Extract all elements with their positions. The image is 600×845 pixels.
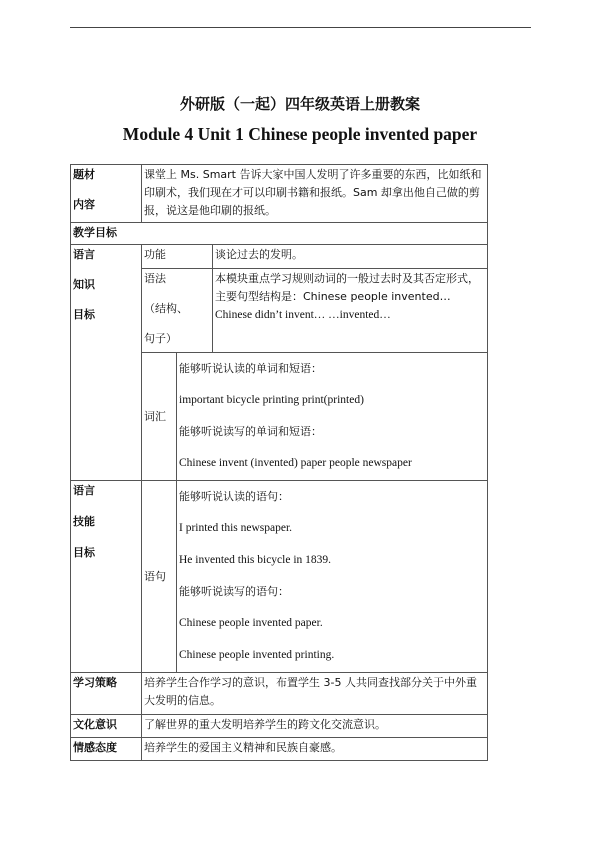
header-rule	[70, 27, 531, 28]
objectives-header: 教学目标	[71, 223, 488, 245]
skills-label-1: 语言	[73, 484, 95, 497]
sentence-line: 能够听说读写的语句：	[179, 585, 289, 598]
skills-label-2: 技能	[73, 515, 95, 528]
content-label-2: 内容	[73, 198, 95, 211]
grammar-label-1: 语法	[144, 272, 166, 285]
content-label-cell	[71, 165, 142, 223]
emotion-row	[71, 738, 488, 761]
grammar-label-2: （结构、	[144, 302, 188, 315]
culture-text: 了解世界的重大发明培养学生的跨文化交流意识。	[142, 715, 488, 738]
knowledge-label-1: 语言	[73, 248, 95, 261]
vocab-line: 能够听说认读的单词和短语：	[179, 362, 322, 375]
vocab-label: 词汇	[142, 353, 177, 481]
vocab-lines-cell	[177, 353, 488, 481]
skills-row	[71, 481, 488, 673]
objectives-header-row	[71, 223, 488, 245]
grammar-text-cell	[213, 269, 488, 353]
grammar-text-2: Chinese didn’t invent… …invented…	[215, 309, 391, 321]
content-text: 课堂上 Ms. Smart 告诉大家中国人发明了许多重要的东西，比如纸和印刷术，我们现在才可以印刷书籍和报纸。Sam 却拿出他自己做的剪报，说这是他印刷的报纸。	[142, 165, 488, 223]
sentence-line: I printed this newspaper.	[179, 522, 293, 534]
sentence-line: Chinese people invented paper.	[179, 617, 323, 629]
culture-label: 文化意识	[71, 715, 142, 738]
strategy-text: 培养学生合作学习的意识，布置学生 3-5 人共同查找部分关于中外重大发明的信息。	[142, 673, 488, 715]
content-row	[71, 165, 488, 223]
sentence-line: He invented this bicycle in 1839.	[179, 554, 332, 566]
knowledge-label-cell	[71, 245, 142, 481]
lesson-plan-table	[70, 164, 488, 761]
page-title-en: Module 4 Unit 1 Chinese people invented paper	[122, 124, 478, 144]
knowledge-label-3: 目标	[73, 308, 95, 321]
skills-label-cell	[71, 481, 142, 673]
emotion-text: 培养学生的爱国主义精神和民族自豪感。	[142, 738, 488, 761]
strategy-row	[71, 673, 488, 715]
sentence-line: 能够听说认读的语句：	[179, 490, 289, 503]
page-title-cn: 外研版（一起）四年级英语上册教案	[179, 95, 420, 113]
sentence-label: 语句	[142, 481, 177, 673]
function-label: 功能	[142, 245, 213, 269]
vocab-line: 能够听说读写的单词和短语：	[179, 425, 322, 438]
vocab-line: Chinese invent (invented) paper people newspaper	[179, 457, 412, 469]
sentence-lines-cell	[177, 481, 488, 673]
strategy-label: 学习策略	[71, 673, 142, 715]
grammar-label-3: 句子）	[144, 332, 177, 345]
vocab-line: important bicycle printing print(printed)	[179, 394, 364, 406]
grammar-text-1: 本模块重点学习规则动词的一般过去时及其否定形式，主要句型结构是：Chinese people invented…	[215, 272, 479, 303]
function-text: 谈论过去的发明。	[213, 245, 488, 269]
skills-label-3: 目标	[73, 546, 95, 559]
emotion-label: 情感态度	[71, 738, 142, 761]
content-label-1: 题材	[73, 168, 95, 181]
sentence-line: Chinese people invented printing.	[179, 649, 335, 661]
knowledge-function-row	[71, 245, 488, 269]
knowledge-label-2: 知识	[73, 278, 95, 291]
grammar-label-cell	[142, 269, 213, 353]
culture-row	[71, 715, 488, 738]
